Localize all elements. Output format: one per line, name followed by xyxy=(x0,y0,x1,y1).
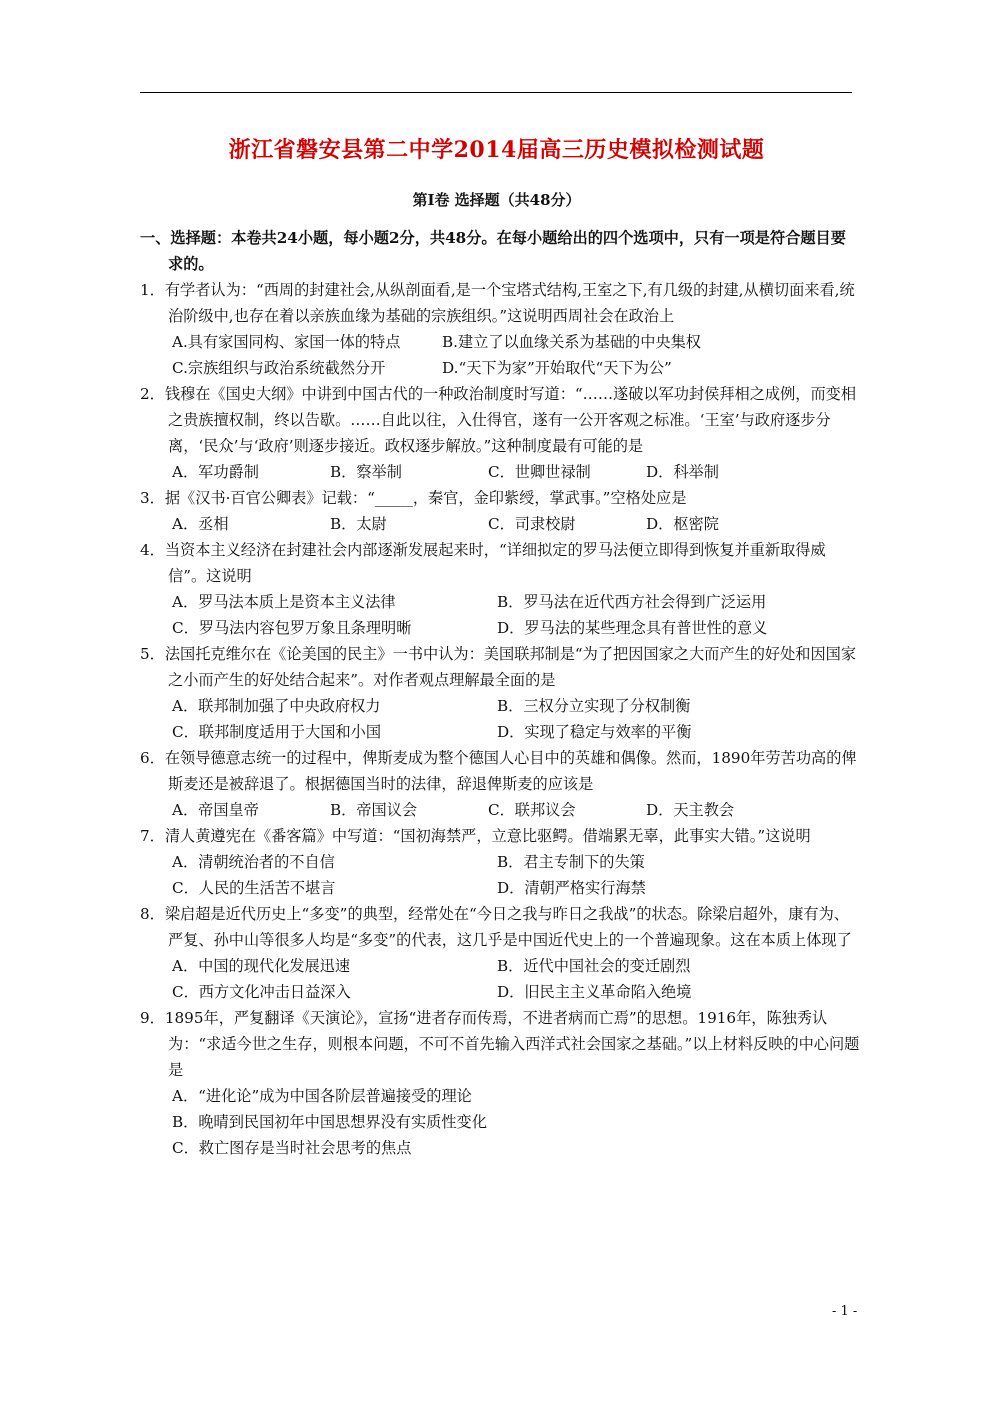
option: D．罗马法的某些理念具有普世性的意义 xyxy=(497,619,768,637)
option: B.建立了以血缘关系为基础的中央集权 xyxy=(442,333,701,351)
option-row xyxy=(140,615,860,641)
option: C．人民的生活苦不堪言 xyxy=(172,879,336,897)
option: D．清朝严格实行海禁 xyxy=(497,879,646,897)
option-row xyxy=(140,849,860,875)
option-row xyxy=(140,459,860,485)
question-stem: 8．梁启超是近代历史上“多变”的典型，经常处在“今日之我与昨日之我战”的状态。除梁启超外，康有为、严复、孙中山等很多人均是“多变”的代表，这几乎是中国近代史上的一个普遍现象。这在本质上体现了 xyxy=(140,905,852,949)
option: B．晚晴到民国初年中国思想界没有实质性变化 xyxy=(172,1113,487,1131)
option: B．罗马法在近代西方社会得到广泛运用 xyxy=(497,593,767,611)
option: C．救亡图存是当时社会思考的焦点 xyxy=(172,1139,412,1157)
option: C.宗族组织与政治系统截然分开 xyxy=(172,359,386,377)
question-stem: 1．有学者认为：“西周的封建社会,从纵剖面看,是一个宝塔式结构,王室之下,有几级的封建,从横切面来看,统治阶级中,也存在着以亲族血缘为基础的宗族组织。”这说明西周社会在政治上 xyxy=(140,281,855,325)
option: A．军功爵制 xyxy=(172,463,259,481)
option-row xyxy=(140,511,860,537)
option: D.“天下为家”开始取代“天下为公” xyxy=(442,359,672,377)
option-row xyxy=(140,719,860,745)
option: C．联邦制度适用于大国和小国 xyxy=(172,723,382,741)
option: C．联邦议会 xyxy=(488,801,576,819)
question-stem: 5．法国托克维尔在《论美国的民主》一书中认为：美国联邦制是“为了把因国家之大而产生的好处和因国家之小而产生的好处结合起来”。对作者观点理解最全面的是 xyxy=(140,645,857,689)
option-row xyxy=(140,797,860,823)
option: D．实现了稳定与效率的平衡 xyxy=(497,723,692,741)
option: A．帝国皇帝 xyxy=(172,801,259,819)
exam-content xyxy=(140,225,860,1161)
page-title: 浙江省磐安县第二中学2014届高三历史模拟检测试题 xyxy=(228,137,765,163)
option: B．察举制 xyxy=(330,463,402,481)
option: B．近代中国社会的变迁剧烈 xyxy=(497,957,691,975)
option: A．中国的现代化发展迅速 xyxy=(172,957,351,975)
option: A．“进化论”成为中国各阶层普遍接受的理论 xyxy=(172,1087,472,1105)
option: B．三权分立实现了分权制衡 xyxy=(497,697,691,715)
question-stem: 2．钱穆在《国史大纲》中讲到中国古代的一种政治制度时写道：“……遂破以军功封侯拜相之成例，而变相之贵族擅权制，终以告歇。……自此以往，入仕得官，遂有一公开客观之标准。‘王室’与政府逐步分离，‘民众’与‘政府’则逐步接近。政权逐步解放。”这种制度最有可能的是 xyxy=(140,385,857,455)
option: D．枢密院 xyxy=(646,515,719,533)
header-rule xyxy=(140,92,852,93)
option: D．旧民主主义革命陷入绝境 xyxy=(497,983,692,1001)
option: A．罗马法本质上是资本主义法律 xyxy=(172,593,396,611)
instructions: 一、选择题：本卷共24小题，每小题2分，共48分。在每小题给出的四个选项中，只有一项是符合题目要求的。 xyxy=(140,229,846,273)
option: B．君主专制下的失策 xyxy=(497,853,645,871)
question-stem: 3．据《汉书·百官公卿表》记载：“_____，秦官，金印紫绶，掌武事。”空格处应是 xyxy=(140,489,687,507)
option-row xyxy=(140,979,860,1005)
question-stem: 9．1895年，严复翻译《天演论》，宣扬“进者存而传焉，不进者病而亡焉”的思想。1916年，陈独秀认为：“求适今世之生存，则根本问题，不可不首先输入西洋式社会国家之基础。”以上材料反映的中心问题是 xyxy=(140,1009,860,1079)
option: B．帝国议会 xyxy=(330,801,418,819)
question-stem: 4．当资本主义经济在封建社会内部逐渐发展起来时，“详细拟定的罗马法便立即得到恢复并重新取得威信”。这说明 xyxy=(140,541,826,585)
option-row xyxy=(140,329,860,355)
option: C．西方文化冲击日益深入 xyxy=(172,983,351,1001)
option-row xyxy=(140,953,860,979)
option-row xyxy=(140,693,860,719)
option: A．联邦制加强了中央政府权力 xyxy=(172,697,381,715)
option-row xyxy=(140,875,860,901)
option: D．科举制 xyxy=(646,463,719,481)
option: C．司隶校尉 xyxy=(488,515,576,533)
option-row xyxy=(140,355,860,381)
option: C．罗马法内容包罗万象且条理明晰 xyxy=(172,619,412,637)
option: A．清朝统治者的不自信 xyxy=(172,853,335,871)
option: D．天主教会 xyxy=(646,801,735,819)
option: C．世卿世禄制 xyxy=(488,463,591,481)
option: A．丞相 xyxy=(172,515,229,533)
option-row xyxy=(140,589,860,615)
section-heading: 第Ⅰ卷 选择题（共48分） xyxy=(412,191,581,209)
option: B．太尉 xyxy=(330,515,387,533)
question-stem: 7．清人黄遵宪在《番客篇》中写道：“国初海禁严，立意比驱鳄。借端累无辜，此事实大错。”这说明 xyxy=(140,827,811,845)
option: A.具有家国同构、家国一体的特点 xyxy=(172,333,401,351)
question-stem: 6．在领导德意志统一的过程中，俾斯麦成为整个德国人心目中的英雄和偶像。然而，1890年劳苦功高的俾斯麦还是被辞退了。根据德国当时的法律，辞退俾斯麦的应该是 xyxy=(140,749,857,793)
page-number: - 1 - xyxy=(832,1304,858,1319)
